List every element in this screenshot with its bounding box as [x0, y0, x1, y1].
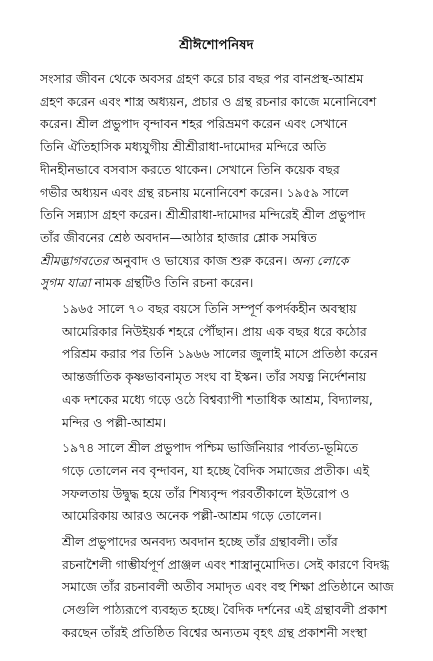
- text-line: গ্রহণ করেন এবং শাস্ত্র অধ্যয়ন, প্রচার ও গ্রন্থ রচনার কাজে মনোনিবেশ: [40, 93, 377, 109]
- text-line: গড়ে তোলেন নব বৃন্দাবন, যা হচ্ছে বৈদিক সমাজের প্রতীক। এই: [62, 462, 370, 478]
- text-line: সফলতায় উদ্বুদ্ধ হয়ে তাঁর শিষ্যবৃন্দ পরবর্তীকালে ইউরোপ ও: [62, 485, 350, 501]
- paragraph-2: [40, 298, 400, 434]
- book-title-italic: শ্রীমদ্ভাগবতের: [40, 252, 109, 268]
- paragraph-3: [40, 437, 400, 528]
- text-line: করেন। শ্রীল প্রভুপাদ বৃন্দাবন শহর পরিভ্রমণ করেন এবং সেখানে: [40, 116, 348, 132]
- text-line: আমেরিকার নিউইয়র্ক শহরে পৌঁছান। প্রায় এক বছর ধরে কঠোর: [62, 323, 367, 339]
- text-line: করছেন তাঁরই প্রতিষ্ঠিত বিশ্বের অন্যতম বৃহৎ গ্রন্থ প্রকাশনী সংস্থা: [62, 624, 367, 640]
- body-text: [40, 68, 400, 648]
- text-line: সংসার জীবন থেকে অবসর গ্রহণ করে চার বছর পর বানপ্রস্থ-আশ্রম: [40, 71, 364, 86]
- text-line: পরিশ্রম করার পর তিনি ১৯৬৬ সালের জুলাই মাসে প্রতিষ্ঠা করেন: [62, 346, 378, 362]
- book-title-italic: অন্য লোকে: [291, 252, 349, 268]
- text-line: গভীর অধ্যয়ন এবং গ্রন্থ রচনায় মনোনিবেশ করেন। ১৯৫৯ সালে: [40, 184, 349, 200]
- page-header-title: শ্রীঈশোপনিষদ: [179, 38, 254, 53]
- text-segment: অনুবাদ ও ভাষ্যের কাজ শুরু করেন।: [108, 252, 292, 268]
- text-line: সমাজে তাঁর রচনাবলী অতীব সমাদৃত এবং বহু শিক্ষা প্রতিষ্ঠানে আজ: [62, 579, 394, 595]
- text-line: শ্রীল প্রভুপাদের অনবদ্য অবদান হচ্ছে তাঁর গ্রন্থাবলী। তাঁর: [62, 534, 338, 550]
- text-line: আন্তর্জাতিক কৃষ্ণভাবনামৃত সংঘ বা ইস্কন। তাঁর সযত্ন নির্দেশনায়: [62, 369, 367, 385]
- paragraph-4: [40, 531, 400, 645]
- text-line: এক দশকের মধ্যে গড়ে ওঠে বিশ্বব্যাপী শতাধিক আশ্রম, বিদ্যালয়,: [62, 391, 373, 407]
- text-line: তাঁর জীবনের শ্রেষ্ঠ অবদান—আঠার হাজার শ্লোক সমন্বিত: [40, 229, 317, 245]
- text-segment: নামক গ্রন্থটিও তিনি রচনা করেন।: [90, 275, 254, 291]
- text-line: সেগুলি পাঠ্যরূপে ব্যবহৃত হচ্ছে। বৈদিক দর্শনের এই গ্রন্থাবলী প্রকাশ: [62, 602, 387, 618]
- text-line: মন্দির ও পল্লী-আশ্রম।: [62, 414, 167, 430]
- text-line-mixed: [40, 250, 400, 273]
- text-line: দীনহীনভাবে বসবাস করতে থাকেন। সেখানে তিনি কয়েক বছর: [40, 161, 340, 177]
- text-line-mixed: [40, 272, 400, 295]
- text-line: তিনি সন্ন্যাস গ্রহণ করেন। শ্রীশ্রীরাধা-দামোদর মন্দিরেই শ্রীল প্রভুপাদ: [40, 207, 366, 223]
- text-line: ১৯৬৫ সালে ৭০ বছর বয়সে তিনি সম্পূর্ণ কপর্দকহীন অবস্থায়: [62, 301, 357, 317]
- paragraph-1: [40, 68, 400, 295]
- text-line: ১৯৭৪ সালে শ্রীল প্রভুপাদ পশ্চিম ভার্জিনিয়ার পার্বত্য-ভূমিতে: [62, 440, 358, 456]
- text-line: আমেরিকায় আরও অনেক পল্লী-আশ্রম গড়ে তোলেন।: [62, 508, 322, 524]
- text-line: রচনাশৈলী গাম্ভীর্যপূর্ণ প্রাঞ্জল এবং শাস্ত্রানুমোদিত। সেই কারণে বিদগ্ধ: [62, 556, 390, 572]
- text-line: তিনি ঐতিহাসিক মধ্যযুগীয় শ্রীশ্রীরাধা-দামোদর মন্দিরে অতি: [40, 139, 327, 155]
- book-title-italic: সুগম যাত্রা: [40, 275, 91, 291]
